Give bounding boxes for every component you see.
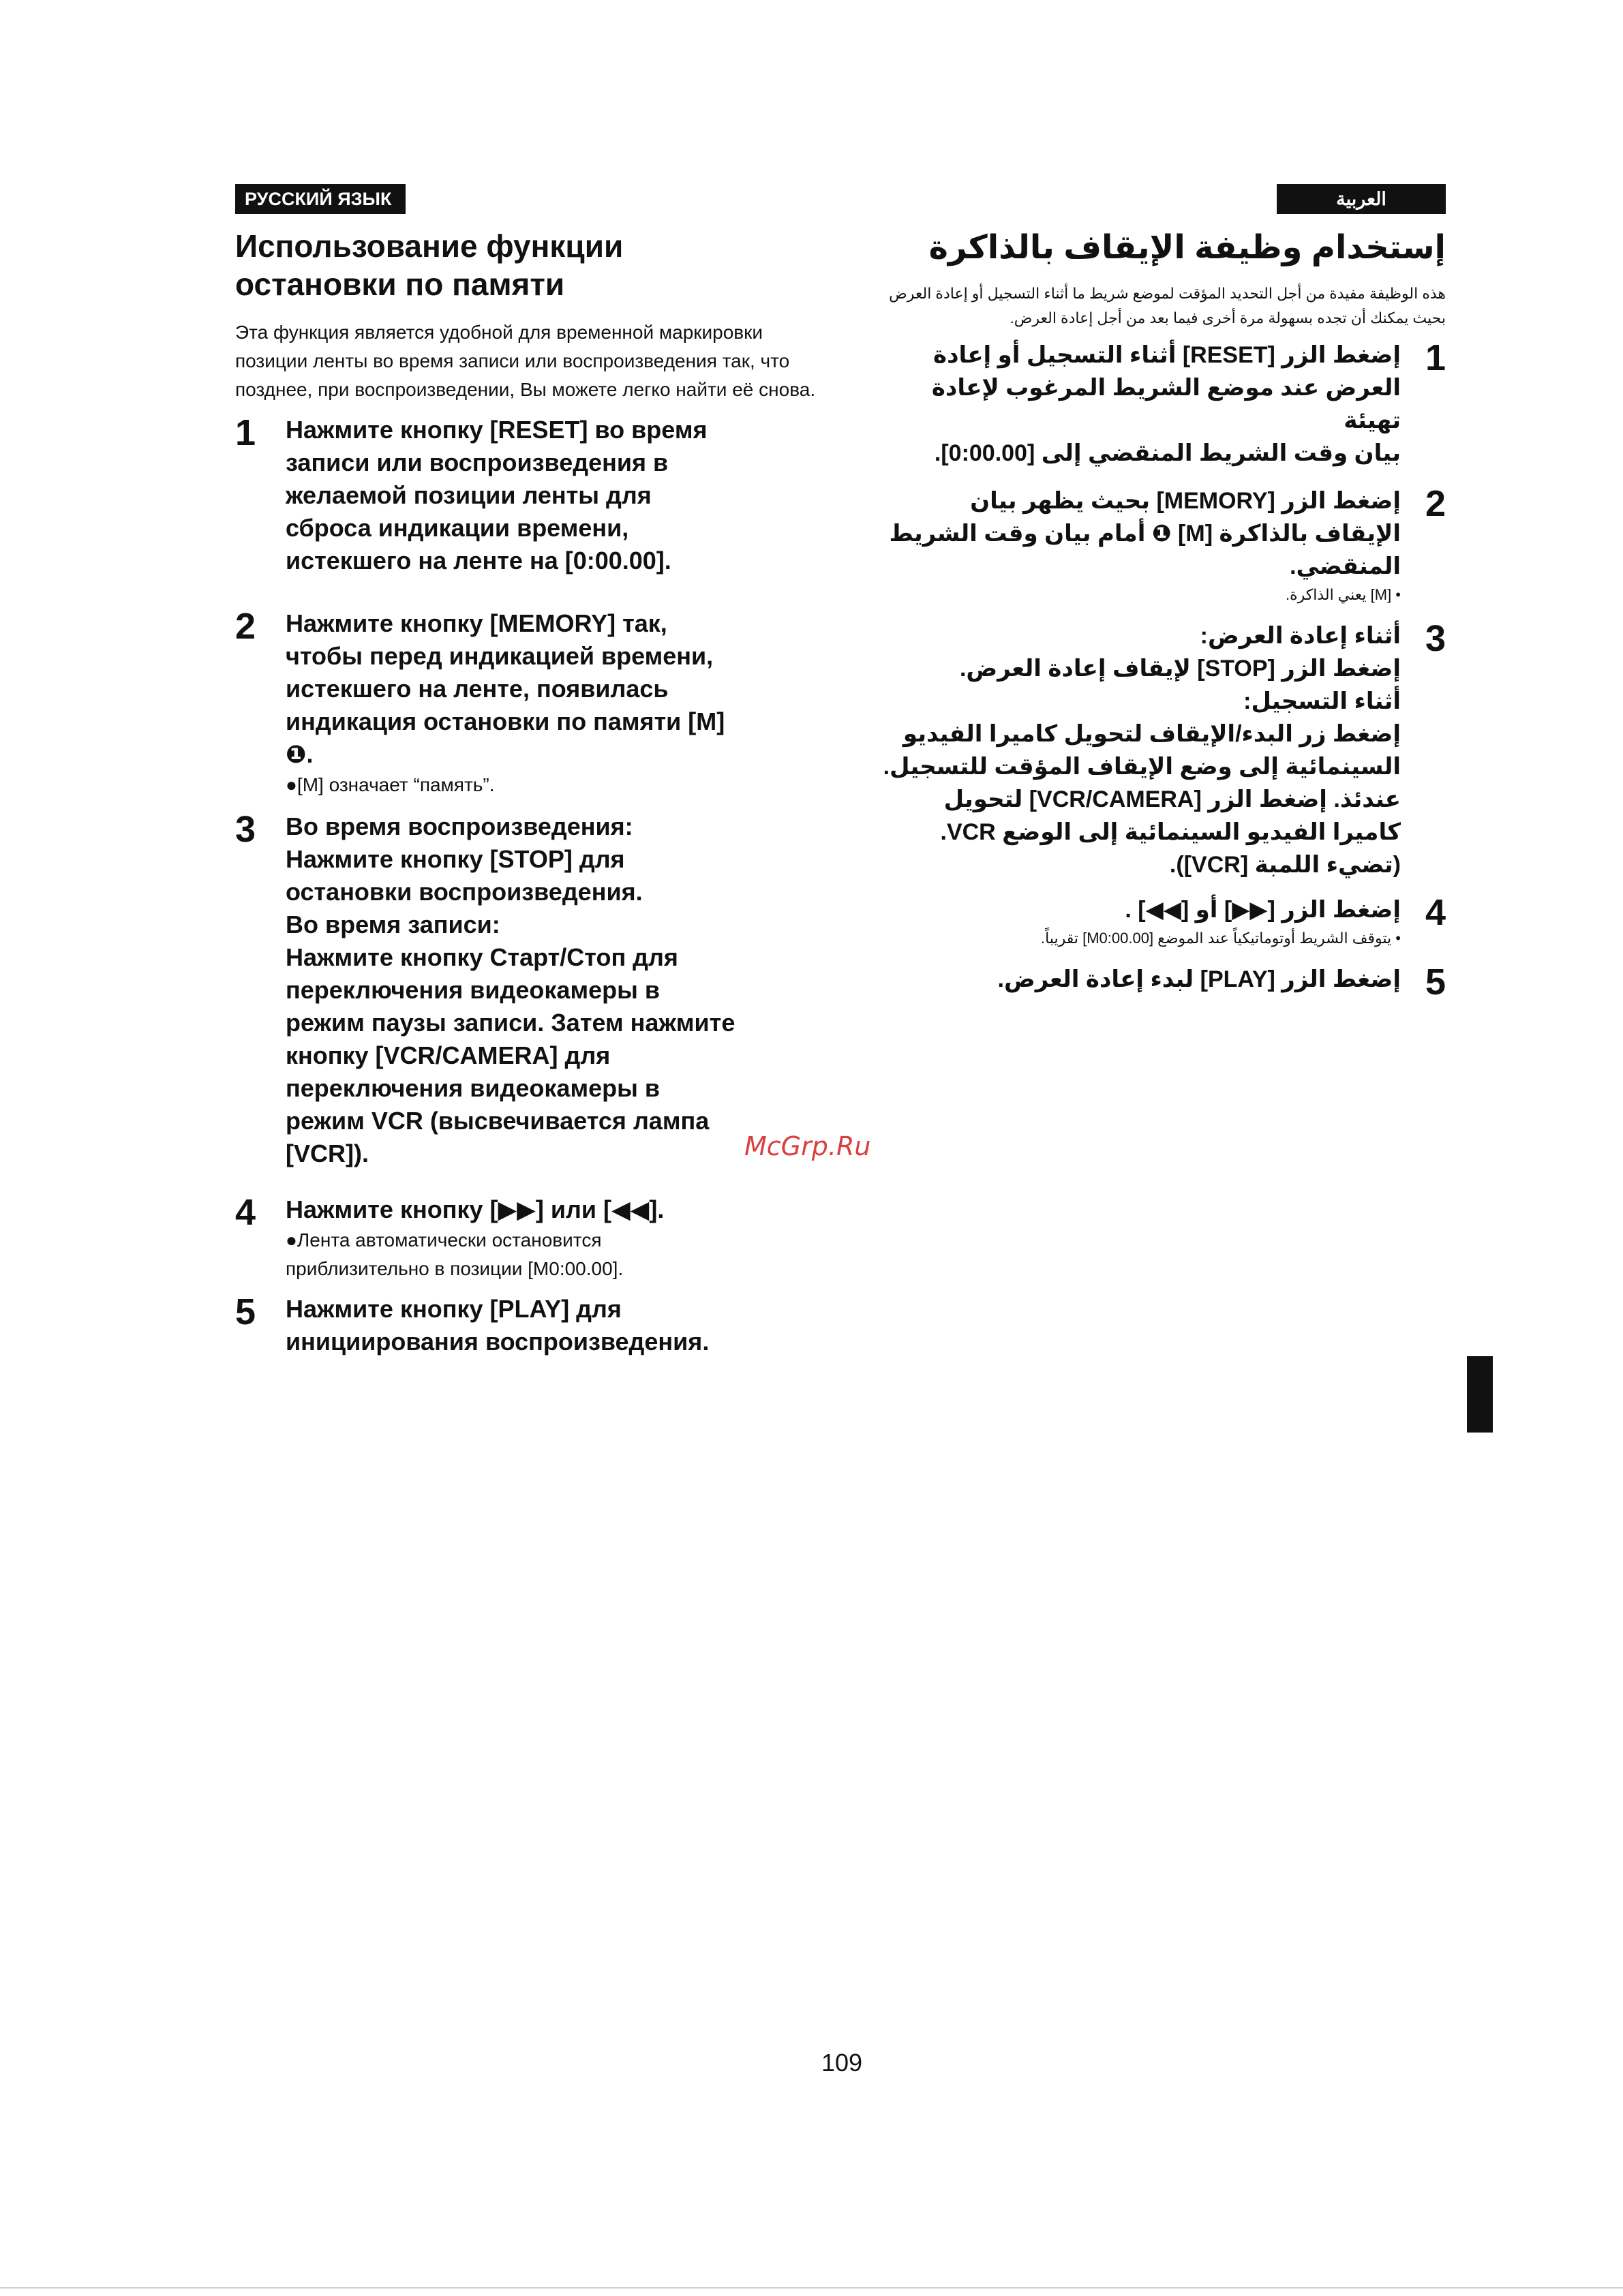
step-text: Во время воспроизведения: Нажмите кнопку [STOP] для остановки воспроизведения. Во время записи: Нажмите кнопку Старт/Стоп для переключения видеокамеры в режим паузы записи. Затем нажмите кнопку [VCR/CAMERA] для переключения видеокамеры в режим VCR (высвечивается лампа [VCR]). bbox=[286, 812, 735, 1167]
russian-title: Использование функции остановки по памяти bbox=[235, 228, 624, 302]
russian-step-2 bbox=[235, 607, 821, 799]
step-number: 5 bbox=[235, 1291, 256, 1332]
russian-step-5 bbox=[235, 1293, 821, 1358]
step-number: 2 bbox=[1425, 483, 1446, 524]
russian-step-4 bbox=[235, 1193, 821, 1283]
step-note: ●Лента автоматически остановится приблизительно в позиции [M0:00.00]. bbox=[286, 1229, 624, 1279]
step-note: • يتوقف الشريط أوتوماتيكياً عند الموضع [M0:00.00] تقريباً. bbox=[1041, 930, 1401, 947]
bottom-divider bbox=[0, 2287, 1623, 2289]
russian-language-tag: РУССКИЙ ЯЗЫК bbox=[235, 184, 406, 214]
arabic-step-1 bbox=[883, 339, 1446, 470]
step-number: 4 bbox=[1425, 892, 1446, 933]
step-number: 1 bbox=[235, 412, 256, 453]
step-note: ●[M] означает “память”. bbox=[286, 774, 495, 795]
russian-column bbox=[235, 227, 821, 1358]
step-text: Нажмите кнопку [RESET] во время записи или воспроизведения в желаемой позиции ленты для сброса индикации времени, истекшего на ленте на [0:00.00]. bbox=[286, 416, 708, 575]
step-text: إضغط الزر [▶▶] أو [◀◀] . bbox=[1125, 897, 1401, 923]
step-number: 5 bbox=[1425, 962, 1446, 1002]
arabic-intro: هذه الوظيفة مفيدة من أجل التحديد المؤقت لموضع شريط ما أثناء التسجيل أو إعادة العرض بحيث يمكنك أن تجده بسهولة مرة أخرى فيما بعد من أجل إعادة العرض. bbox=[889, 285, 1446, 326]
step-text: Нажмите кнопку [▶▶] или [◀◀]. bbox=[286, 1195, 665, 1223]
step-text: Нажмите кнопку [MEMORY] так, чтобы перед индикацией времени, истекшего на ленте, появилась индикация остановки по памяти [M] ❶. bbox=[286, 609, 725, 768]
step-number: 3 bbox=[235, 809, 256, 850]
step-number: 1 bbox=[1425, 337, 1446, 378]
step-text: إضغط الزر [RESET] أثناء التسجيل أو إعادة العرض عند موضع الشريط المرغوب لإعادة تهيئة بيان وقت الشريط المنقضي إلى [0:00.00]. bbox=[931, 342, 1401, 466]
watermark: McGrp.Ru bbox=[744, 1131, 871, 1161]
arabic-title: إستخدام وظيفة الإيقاف بالذاكرة bbox=[928, 230, 1446, 266]
step-number: 3 bbox=[1425, 618, 1446, 659]
step-number: 4 bbox=[235, 1192, 256, 1233]
step-number: 2 bbox=[235, 606, 256, 647]
step-text: إضغط الزر [PLAY] لبدء إعادة العرض. bbox=[997, 966, 1401, 992]
arabic-step-5 bbox=[883, 963, 1446, 1001]
arabic-language-tag: العربية bbox=[1277, 184, 1446, 214]
arabic-step-2 bbox=[883, 485, 1446, 607]
arabic-step-3 bbox=[883, 619, 1446, 881]
arabic-column bbox=[883, 227, 1446, 1001]
russian-step-1 bbox=[235, 414, 821, 577]
step-text: أثناء إعادة العرض: إضغط الزر [STOP] لإيقاف إعادة العرض. أثناء التسجيل: إضغط زر البدء/الإيقاف لتحويل كاميرا الفيديو السينمائية إلى وضع الإيقاف المؤقت للتسجيل. عندئذ. إضغط الزر [VCR/CAMERA] لتحويل كاميرا الفيديو السينمائية إلى الوضع VCR. (تضيء اللمبة [VCR]). bbox=[883, 623, 1401, 878]
russian-step-3 bbox=[235, 810, 821, 1170]
side-thumb-tab bbox=[1467, 1356, 1493, 1433]
arabic-step-4 bbox=[883, 893, 1446, 951]
step-text: إضغط الزر [MEMORY] بحيث يظهر بيان الإيقاف بالذاكرة [M] ❶ أمام بيان وقت الشريط المنقضي. bbox=[889, 488, 1401, 579]
russian-intro: Эта функция является удобной для временной маркировки позиции ленты во время записи или воспроизведения так, что позднее, при воспроизведении, Вы можете легко найти её снова. bbox=[235, 322, 816, 400]
page-number: 109 bbox=[821, 2049, 863, 2077]
step-note: • [M] يعني الذاكرة. bbox=[1285, 586, 1401, 603]
step-text: Нажмите кнопку [PLAY] для инициирования воспроизведения. bbox=[286, 1295, 710, 1356]
